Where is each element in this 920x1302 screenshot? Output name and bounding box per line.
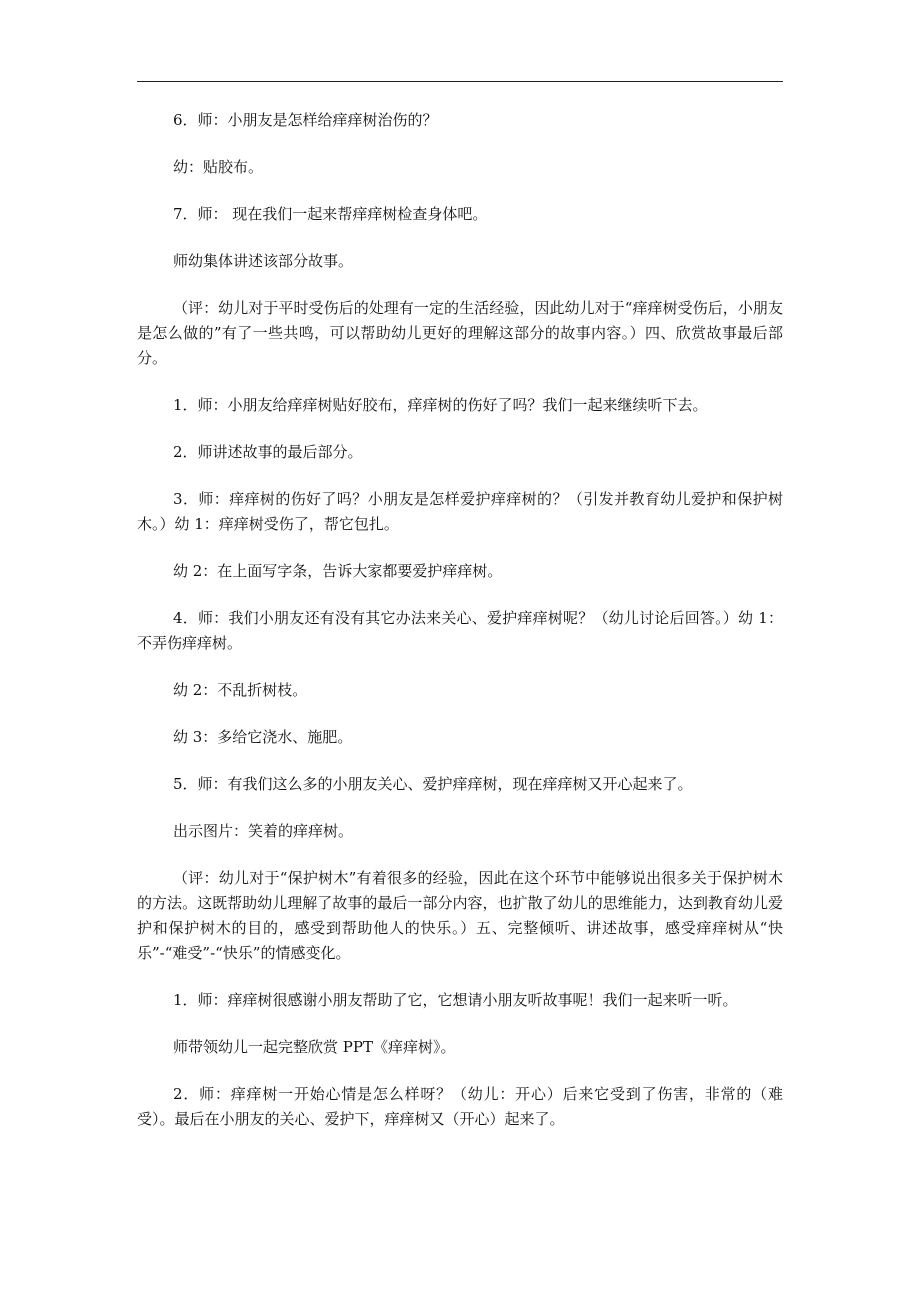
paragraph-teacher-story-1: 1．师：痒痒树很感谢小朋友帮助了它，它想请小朋友听故事呢！我们一起来听一听。 bbox=[173, 991, 738, 1009]
paragraph-child-2-b: 幼 2：不乱折树枝。 bbox=[173, 681, 308, 699]
paragraph-teacher-tells: 2．师讲述故事的最后部分。 bbox=[173, 443, 363, 461]
paragraph-teacher-q3: 3．师：痒痒树的伤好了吗？小朋友是怎样爱护痒痒树的？（引发并教育幼儿爱护和保护树木。）幼 1：痒痒树受伤了，帮它包扎。 bbox=[137, 490, 783, 533]
paragraph-teacher-q5: 5．师：有我们这么多的小朋友关心、爱护痒痒树，现在痒痒树又开心起来了。 bbox=[173, 775, 693, 793]
paragraph-comment-1: （评：幼儿对于平时受伤后的处理有一定的生活经验，因此幼儿对于“痒痒树受伤后，小朋友是怎么做的”有了一些共鸣，可以帮助幼儿更好的理解这部分的故事内容。）四、欣赏故事最后部分。 bbox=[137, 299, 783, 367]
header-rule bbox=[137, 81, 783, 82]
paragraph-teacher-q4: 4．师：我们小朋友还有没有其它办法来关心、爱护痒痒树呢？（幼儿讨论后回答。）幼 1：不弄伤痒痒树。 bbox=[137, 609, 783, 652]
document-body bbox=[137, 108, 783, 1154]
paragraph-comment-2: （评：幼儿对于“保护树木”有着很多的经验，因此在这个环节中能够说出很多关于保护树木的方法。这既帮助幼儿理解了故事的最后一部分内容，也扩散了幼儿的思维能力，达到教育幼儿爱护和保护树木的目的，感受到帮助他人的快乐。）五、完整倾听、讲述故事，感受痒痒树从“快乐”-“难受”-“快乐”的情感变化。 bbox=[137, 869, 783, 962]
paragraph-teacher-q7: 7．师： 现在我们一起来帮痒痒树检查身体吧。 bbox=[173, 205, 488, 223]
paragraph-teacher-q6: 6．师：小朋友是怎样给痒痒树治伤的？ bbox=[173, 111, 438, 129]
paragraph-child-answer: 幼：贴胶布。 bbox=[173, 158, 264, 176]
paragraph-child-3: 幼 3：多给它浇水、施肥。 bbox=[173, 728, 353, 746]
paragraph-group-telling: 师幼集体讲述该部分故事。 bbox=[173, 252, 354, 270]
paragraph-child-2-a: 幼 2：在上面写字条，告诉大家都要爱护痒痒树。 bbox=[173, 562, 503, 580]
paragraph-teacher-story-2: 2．师：痒痒树一开始心情是怎么样呀？（幼儿：开心）后来它受到了伤害，非常的（难受）。最后在小朋友的关心、爱护下，痒痒树又（开心）起来了。 bbox=[137, 1085, 783, 1128]
paragraph-teacher-q1: 1．师：小朋友给痒痒树贴好胶布，痒痒树的伤好了吗？我们一起来继续听下去。 bbox=[173, 396, 708, 414]
paragraph-watch-ppt: 师带领幼儿一起完整欣赏 PPT《痒痒树》。 bbox=[173, 1038, 456, 1056]
paragraph-show-picture: 出示图片：笑着的痒痒树。 bbox=[173, 822, 354, 840]
